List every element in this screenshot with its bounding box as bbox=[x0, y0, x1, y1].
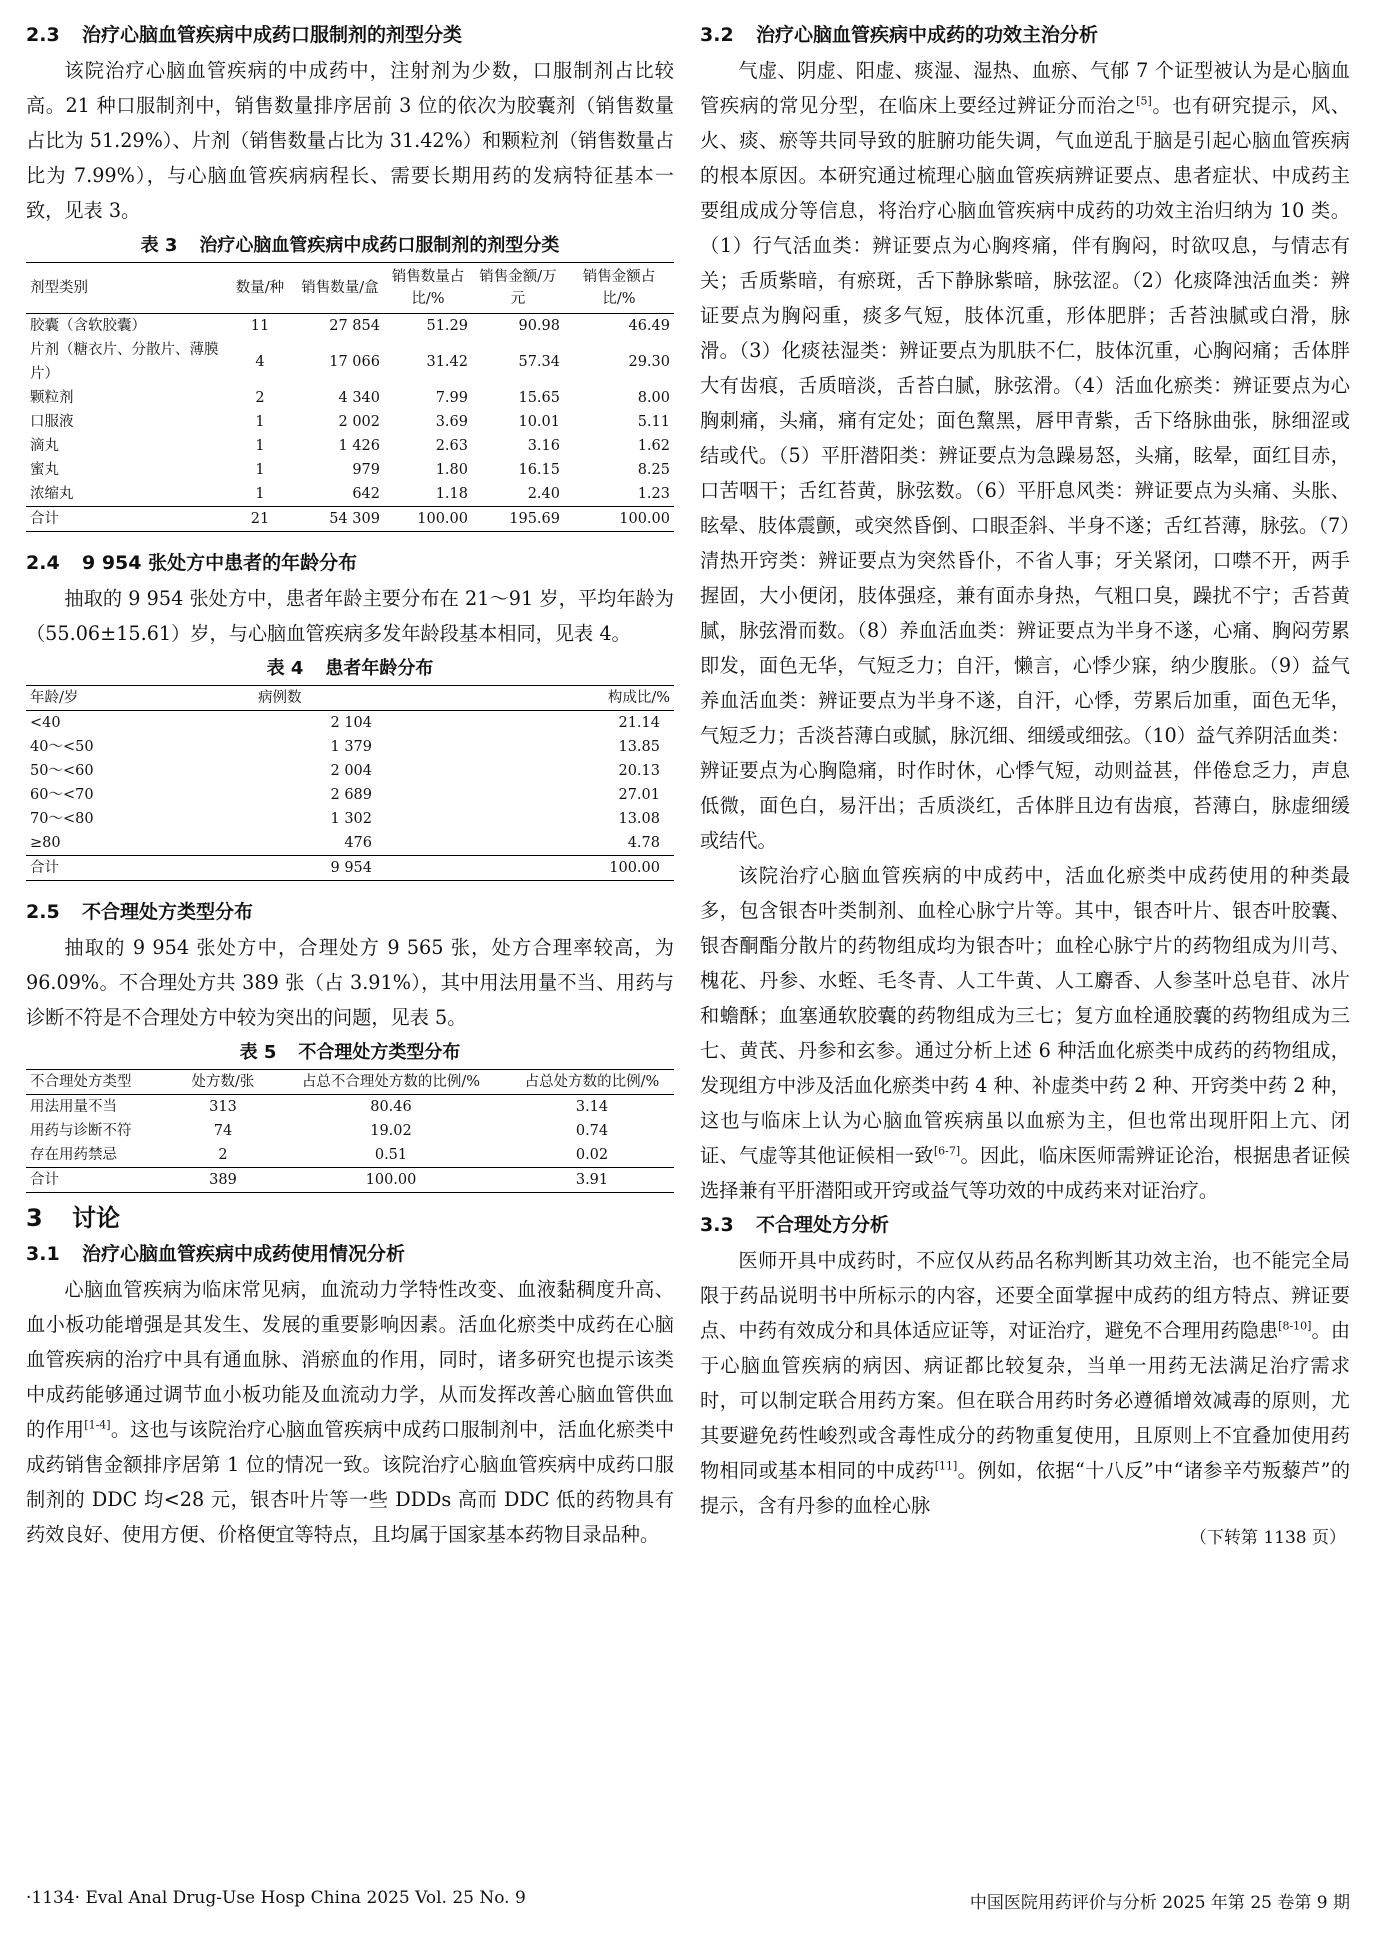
table-cell: 20.13 bbox=[618, 763, 660, 779]
table-cell: 1 bbox=[255, 438, 265, 454]
section-title: 9 954 张处方中患者的年龄分布 bbox=[82, 552, 358, 574]
table-caption-5 bbox=[26, 1037, 674, 1069]
table-number: 表 5 bbox=[239, 1042, 277, 1063]
table-cell: 54 309 bbox=[296, 507, 384, 532]
table-cell: 21 bbox=[224, 507, 296, 532]
table-cell: <40 bbox=[30, 715, 61, 731]
table-cell: 0.74 bbox=[575, 1123, 609, 1139]
table-row bbox=[26, 314, 674, 339]
table-cell: 195.69 bbox=[472, 507, 564, 532]
table-caption-3 bbox=[26, 230, 674, 262]
table-row bbox=[26, 1143, 674, 1168]
table-total-row bbox=[26, 856, 674, 881]
table-cell: 4 340 bbox=[338, 390, 380, 406]
section-number: 3 bbox=[26, 1204, 43, 1232]
table-cell: 7.99 bbox=[435, 390, 468, 406]
table-cell: 100.00 bbox=[492, 856, 674, 881]
paragraph bbox=[700, 858, 1350, 1208]
table-cell: 合计 bbox=[26, 507, 224, 532]
table-cell: 100.00 bbox=[564, 507, 674, 532]
table-cell: 2 bbox=[255, 390, 265, 406]
table-cell: 8.00 bbox=[637, 390, 670, 406]
table-cell: 29.30 bbox=[628, 354, 670, 370]
table-cell: 1 bbox=[255, 486, 265, 502]
section-heading-3 bbox=[26, 1199, 674, 1237]
section-title: 不合理处方类型分布 bbox=[82, 901, 254, 923]
table-header-row bbox=[26, 686, 674, 711]
table-3 bbox=[26, 262, 674, 532]
table-cell: 389 bbox=[174, 1168, 272, 1193]
table-cell: 口服液 bbox=[30, 414, 74, 430]
table-header-cell: 销售金额占比/% bbox=[564, 263, 674, 314]
table-title: 不合理处方类型分布 bbox=[298, 1042, 461, 1063]
paragraph bbox=[700, 1243, 1350, 1523]
table-cell: 浓缩丸 bbox=[30, 486, 74, 502]
table-cell: 5.11 bbox=[637, 414, 670, 430]
section-number: 2.4 bbox=[26, 552, 60, 574]
table-total-row bbox=[26, 1168, 674, 1193]
table-cell: 0.51 bbox=[374, 1147, 408, 1163]
table-cell: 1 bbox=[255, 462, 265, 478]
section-number: 2.3 bbox=[26, 24, 60, 46]
table-cell: 4.78 bbox=[627, 835, 660, 851]
table-cell: 存在用药禁忌 bbox=[30, 1147, 117, 1163]
table-cell: 74 bbox=[213, 1123, 233, 1139]
table-cell: 1 379 bbox=[330, 739, 372, 755]
table-row bbox=[26, 410, 674, 434]
table-header-cell: 剂型类别 bbox=[26, 263, 224, 314]
table-row bbox=[26, 783, 674, 807]
table-cell: 70～<80 bbox=[30, 811, 94, 827]
left-column bbox=[26, 18, 674, 1552]
table-cell: 313 bbox=[209, 1099, 237, 1115]
continued-note: （下转第 1138 页） bbox=[1189, 1528, 1346, 1548]
table-cell: 31.42 bbox=[426, 354, 468, 370]
table-cell: 50～<60 bbox=[30, 763, 94, 779]
table-header-cell: 数量/种 bbox=[224, 263, 296, 314]
table-cell: 2 bbox=[218, 1147, 228, 1163]
section-number: 3.1 bbox=[26, 1243, 60, 1265]
citation: [1-4] bbox=[84, 1418, 111, 1432]
footer-right: 中国医院用药评价与分析 2025 年第 25 卷第 9 期 bbox=[969, 1893, 1350, 1913]
table-cell: 1.62 bbox=[637, 438, 670, 454]
paragraph-text: 。也有研究提示，风、火、痰、瘀等共同导致的脏腑功能失调，气血逆乱于脑是引起心脑血管疾病的根本原因。本研究通过梳理心脑血管疾病辨证要点、患者症状、中成药主要组成成分等信息，将治疗心脑血管疾病中成药的功效主治归纳为 10 类。（1）行气活血类：辨证要点为心胸疼痛，伴有胸闷，时欲叹息，与情志有关；舌质紫暗，有瘀斑，舌下静脉紫暗，脉弦涩。（2）化痰降浊活血类：辨证要点为胸闷重，痰多气短，肢体沉重，形体肥胖；舌苔浊腻或白滑，脉滑。（3）化痰祛湿类：辨证要点为肌肤不仁，肢体沉重，心胸闷痛；舌体胖大有齿痕，舌质暗淡，舌苔白腻，脉弦滑。（4）活血化瘀类：辨证要点为心胸刺痛，头痛，痛有定处；面色黧黑，唇甲青紫，舌下络脉曲张，脉细涩或结或代。（5）平肝潜阳类：辨证要点为急躁易怒，头痛，眩晕，面红目赤，口苦咽干；舌红苔黄，脉弦数。（6）平肝息风类：辨证要点为头痛、头胀、眩晕、肢体震颤，或突然昏倒、口眼歪斜、半身不遂；舌红苔薄，脉弦。（7）清热开窍类：辨证要点为突然昏仆，不省人事；牙关紧闭，口噤不开，两手握固，大小便闭，肢体强痉，兼有面赤身热，气粗口臭，躁扰不宁；舌苔黄腻，脉弦滑而数。（8）养血活血类：辨证要点为半身不遂，心痛、胸闷劳累即发，面色无华，气短乏力；自汗，懒言，心悸少寐，纳少腹胀。（9）益气养血活血类：辨证要点为半身不遂，自汗，心悸，劳累后加重，面色无华，气短乏力；舌淡苔薄白或腻，脉沉细、细缓或细弦。（10）益气养阴活血类：辨证要点为心胸隐痛，时作时休，心悸气短，动则益甚，伴倦怠乏力，声息低微，面色白，易汗出；舌质淡红，舌体胖且边有齿痕，苔薄白，脉虚细缓或结代。 bbox=[700, 94, 1351, 852]
citation: [11] bbox=[934, 1459, 958, 1473]
table-row bbox=[26, 735, 674, 759]
table-cell: 90.98 bbox=[518, 318, 560, 334]
table-header-cell: 销售数量占比/% bbox=[384, 263, 472, 314]
paragraph: 该院治疗心脑血管疾病的中成药中，注射剂为少数，口服制剂占比较高。21 种口服制剂中，销售数量排序居前 3 位的依次为胶囊剂（销售数量占比为 51.29%）、片剂（销售数量占比为 31.42%）和颗粒剂（销售数量占比为 7.99%），与心脑血管疾病病程长、需要长期用药的发病特征基本一致，见表 3。 bbox=[26, 59, 674, 222]
table-cell: 胶囊（含软胶囊） bbox=[30, 318, 146, 334]
table-cell: 3.69 bbox=[435, 414, 468, 430]
section-number: 3.2 bbox=[700, 24, 734, 46]
table-row bbox=[26, 458, 674, 482]
section-heading-2-5 bbox=[26, 895, 674, 930]
table-header-row bbox=[26, 263, 674, 314]
section-title: 讨论 bbox=[72, 1204, 120, 1232]
paragraph-text: 。由于心脑血管疾病的病因、病证都比较复杂，当单一用药无法满足治疗需求时，可以制定联合用药方案。但在联合用药时务必遵循增效减毒的原则，尤其要避免药性峻烈或含毒性成分的药物重复使用，且原则上不宜叠加使用药物相同或基本相同的中成药 bbox=[700, 1319, 1351, 1482]
table-cell: 2 004 bbox=[330, 763, 372, 779]
table-cell: 11 bbox=[250, 318, 270, 334]
table-cell: 51.29 bbox=[426, 318, 468, 334]
table-header-cell: 销售数量/盒 bbox=[296, 263, 384, 314]
paragraph bbox=[26, 1272, 674, 1552]
table-header-cell: 不合理处方类型 bbox=[26, 1070, 174, 1095]
paragraph: 抽取的 9 954 张处方中，患者年龄主要分布在 21～91 岁，平均年龄为（55.06±15.61）岁，与心脑血管疾病多发年龄段基本相同，见表 4。 bbox=[26, 587, 674, 645]
table-cell: 27 854 bbox=[329, 318, 380, 334]
citation: [6-7] bbox=[933, 1144, 961, 1158]
table-cell: 8.25 bbox=[637, 462, 670, 478]
table-header-cell: 销售金额/万元 bbox=[472, 263, 564, 314]
section-heading-3-2 bbox=[700, 18, 1350, 53]
table-cell: 颗粒剂 bbox=[30, 390, 74, 406]
table-cell: 476 bbox=[344, 835, 372, 851]
table-header-row bbox=[26, 1070, 674, 1095]
section-number: 2.5 bbox=[26, 901, 60, 923]
table-cell: 3.91 bbox=[510, 1168, 674, 1193]
table-cell: 17 066 bbox=[329, 354, 380, 370]
section-title: 治疗心脑血管疾病中成药使用情况分析 bbox=[82, 1243, 406, 1265]
table-cell: 1.80 bbox=[435, 462, 468, 478]
section-title: 治疗心脑血管疾病中成药的功效主治分析 bbox=[756, 24, 1099, 46]
table-row bbox=[26, 386, 674, 410]
table-total-row bbox=[26, 507, 674, 532]
table-row bbox=[26, 711, 674, 736]
table-header-cell: 构成比/% bbox=[492, 686, 674, 711]
table-cell: 2.40 bbox=[527, 486, 560, 502]
section-heading-2-3 bbox=[26, 18, 674, 53]
table-cell: 60～<70 bbox=[30, 787, 94, 803]
paragraph-text: 。因此，临床医师需辨证论治，根据患者证候选择兼有平肝潜阳或开窍或益气等功效的中成药来对证治疗。 bbox=[700, 1144, 1351, 1202]
table-cell: 100.00 bbox=[384, 507, 472, 532]
table-title: 治疗心脑血管疾病中成药口服制剂的剂型分类 bbox=[199, 235, 560, 256]
table-row bbox=[26, 482, 674, 507]
table-cell: 13.85 bbox=[618, 739, 660, 755]
table-row bbox=[26, 338, 674, 386]
table-cell: 蜜丸 bbox=[30, 462, 59, 478]
section-heading-2-4 bbox=[26, 546, 674, 581]
table-cell: 1.18 bbox=[435, 486, 468, 502]
table-cell: 57.34 bbox=[518, 354, 560, 370]
section-title: 不合理处方分析 bbox=[756, 1214, 890, 1236]
table-header-cell: 处方数/张 bbox=[174, 1070, 272, 1095]
table-cell: 40～<50 bbox=[30, 739, 94, 755]
table-cell: 2.63 bbox=[435, 438, 468, 454]
table-cell: 2 002 bbox=[338, 414, 380, 430]
table-cell: 片剂（糖衣片、分散片、薄膜片） bbox=[30, 342, 219, 382]
table-cell: 13.08 bbox=[618, 811, 660, 827]
table-cell: 1 bbox=[255, 414, 265, 430]
table-cell: 3.14 bbox=[575, 1099, 609, 1115]
paragraph-text: 。这也与该院治疗心脑血管疾病中成药口服制剂中，活血化瘀类中成药销售金额排序居第 1 位的情况一致。该院治疗心脑血管疾病中成药口服制剂的 DDC 均<28 元，银杏叶片等一些 DDDs 高而 DDC 低的药物具有药效良好、使用方便、价格便宜等特点，且均属于国家基本药物目录品种。 bbox=[26, 1418, 675, 1546]
paragraph-text: 医师开具中成药时，不应仅从药品名称判断其功效主治，也不能完全局限于药品说明书中所标示的内容，还要全面掌握中成药的组方特点、辨证要点、中药有效成分和具体适应证等，对证治疗，避免不合理用药隐患 bbox=[700, 1249, 1350, 1342]
table-title: 患者年龄分布 bbox=[325, 658, 434, 679]
table-row bbox=[26, 831, 674, 856]
table-caption-4 bbox=[26, 653, 674, 685]
table-cell: 16.15 bbox=[518, 462, 560, 478]
table-cell: 1 302 bbox=[330, 811, 372, 827]
table-cell: ≥80 bbox=[30, 835, 61, 851]
table-cell: 10.01 bbox=[518, 414, 560, 430]
paragraph-text: 心脑血管疾病为临床常见病，血流动力学特性改变、血液黏稠度升高、血小板功能增强是其发生、发展的重要影响因素。活血化瘀类中成药在心脑血管疾病的治疗中具有通血脉、消瘀血的作用，同时，诸多研究也提示该类中成药能够通过调节血小板功能及血流动力学，从而发挥改善心脑血管供血的作用 bbox=[26, 1278, 674, 1441]
table-header-cell: 年龄/岁 bbox=[26, 686, 254, 711]
section-number: 3.3 bbox=[700, 1214, 734, 1236]
table-number: 表 4 bbox=[266, 658, 304, 679]
table-cell: 642 bbox=[352, 486, 380, 502]
table-header-cell: 占总处方数的比例/% bbox=[510, 1070, 674, 1095]
page-footer bbox=[26, 1888, 1350, 1922]
table-header-cell: 占总不合理处方数的比例/% bbox=[272, 1070, 510, 1095]
table-cell: 合计 bbox=[26, 856, 254, 881]
paragraph-text: 气虚、阴虚、阳虚、痰湿、湿热、血瘀、气郁 7 个证型被认为是心脑血管疾病的常见分型，在临床上要经过辨证分而治之 bbox=[700, 59, 1350, 117]
table-cell: 2 104 bbox=[330, 715, 372, 731]
table-5 bbox=[26, 1069, 674, 1193]
table-row bbox=[26, 434, 674, 458]
table-cell: 2 689 bbox=[330, 787, 372, 803]
table-row bbox=[26, 759, 674, 783]
table-cell: 979 bbox=[352, 462, 380, 478]
table-row bbox=[26, 1119, 674, 1143]
paragraph: 抽取的 9 954 张处方中，合理处方 9 565 张，处方合理率较高，为 96.09%。不合理处方共 389 张（占 3.91%），其中用法用量不当、用药与诊断不符是不合理处方中较为突出的问题，见表 5。 bbox=[26, 936, 674, 1029]
right-column bbox=[700, 18, 1350, 1553]
citation: [8-10] bbox=[1278, 1319, 1312, 1333]
table-cell: 滴丸 bbox=[30, 438, 59, 454]
citation: [5] bbox=[1136, 94, 1152, 108]
table-4 bbox=[26, 685, 674, 881]
table-cell: 1.23 bbox=[637, 486, 670, 502]
table-row bbox=[26, 1095, 674, 1120]
table-cell: 用法用量不当 bbox=[30, 1099, 117, 1115]
table-cell: 21.14 bbox=[618, 715, 660, 731]
table-cell: 100.00 bbox=[272, 1168, 510, 1193]
paragraph-text: 。例如，依据“十八反”中“诸参辛芍叛藜芦”的提示，含有丹参的血栓心脉 bbox=[700, 1459, 1351, 1517]
footer-left: ·1134· Eval Anal Drug-Use Hosp China 2025 Vol. 25 No. 9 bbox=[26, 1888, 526, 1908]
table-header-cell: 病例数 bbox=[254, 686, 492, 711]
table-row bbox=[26, 807, 674, 831]
section-heading-3-3 bbox=[700, 1208, 1350, 1243]
table-cell: 用药与诊断不符 bbox=[30, 1123, 132, 1139]
table-cell: 15.65 bbox=[518, 390, 560, 406]
table-cell: 3.16 bbox=[527, 438, 560, 454]
paragraph bbox=[700, 53, 1350, 858]
section-title: 治疗心脑血管疾病中成药口服制剂的剂型分类 bbox=[82, 24, 463, 46]
table-cell: 0.02 bbox=[575, 1147, 609, 1163]
table-cell: 46.49 bbox=[628, 318, 670, 334]
paragraph-text: 该院治疗心脑血管疾病的中成药中，活血化瘀类中成药使用的种类最多，包含银杏叶类制剂、血栓心脉宁片等。其中，银杏叶片、银杏叶胶囊、银杏酮酯分散片的药物组成均为银杏叶；血栓心脉宁片的药物组成为川芎、槐花、丹参、水蛭、毛冬青、人工牛黄、人工麝香、人参茎叶总皂苷、冰片和蟾酥；血塞通软胶囊的药物组成为三七；复方血栓通胶囊的药物组成为三七、黄芪、丹参和玄参。通过分析上述 6 种活血化瘀类中成药的药物组成，发现组方中涉及活血化瘀类中药 4 种、补虚类中药 2 种、开窍类中药 2 种，这也与临床上认为心脑血管疾病虽以血瘀为主，但也常出现肝阳上亢、闭证、气虚等其他证候相一致 bbox=[700, 864, 1350, 1167]
table-cell: 合计 bbox=[26, 1168, 174, 1193]
table-cell: 4 bbox=[255, 354, 265, 370]
table-cell: 9 954 bbox=[254, 856, 492, 881]
table-cell: 1 426 bbox=[338, 438, 380, 454]
section-heading-3-1 bbox=[26, 1237, 674, 1272]
table-cell: 27.01 bbox=[618, 787, 660, 803]
table-cell: 80.46 bbox=[370, 1099, 412, 1115]
table-number: 表 3 bbox=[140, 235, 178, 256]
table-cell: 19.02 bbox=[370, 1123, 412, 1139]
